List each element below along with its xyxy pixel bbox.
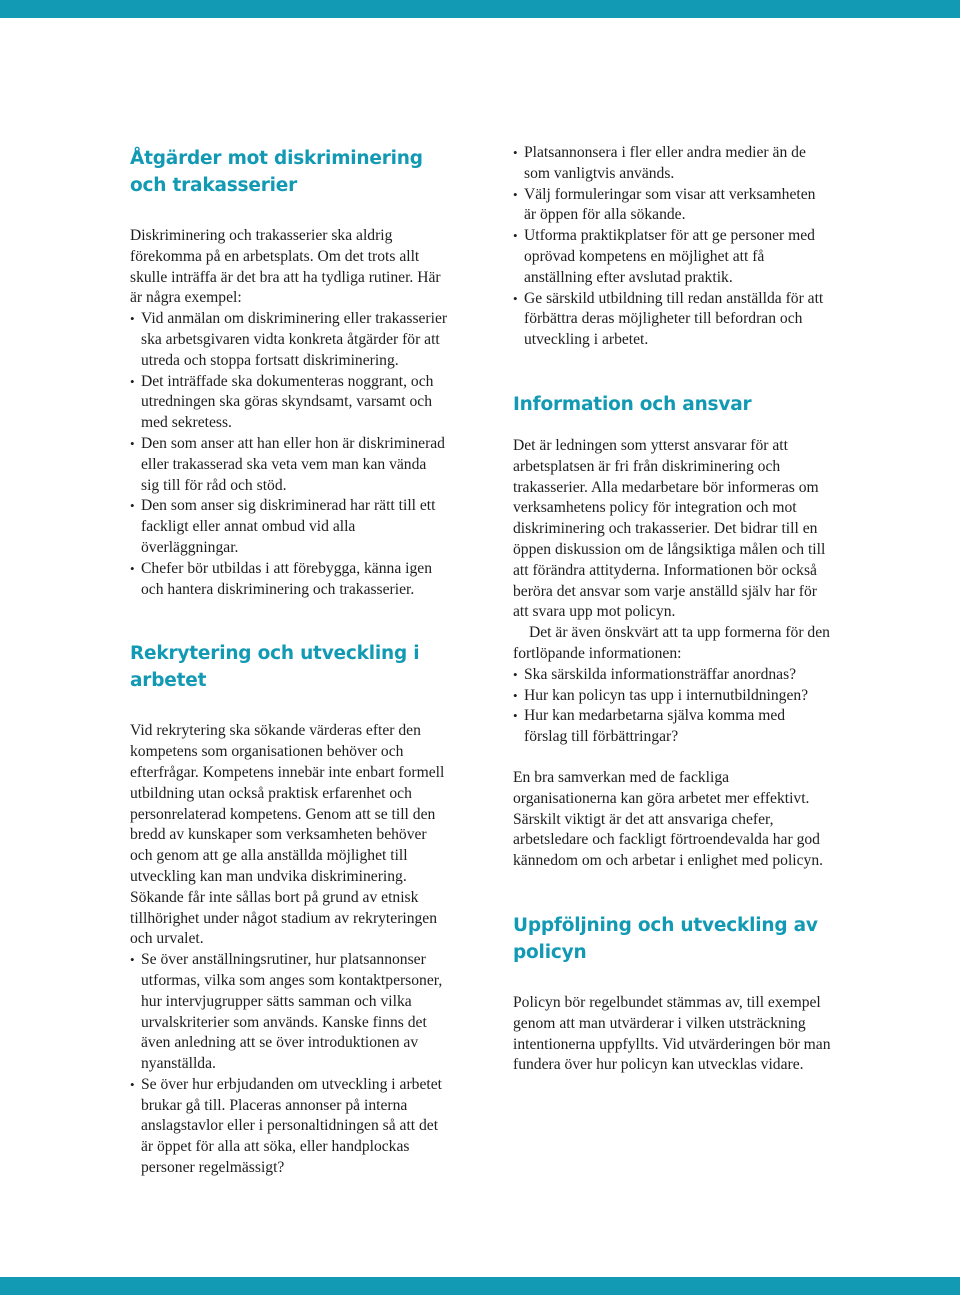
paragraph-rekrytering: Vid rekrytering ska sökande värderas efter den kompetens som organisationen behöver och efterfrågar. Kompetens innebär inte enbart formell utbildning utan också praktisk erfarenhet och personrelaterad kompetens. Genom att se till den bredd av kunskaper som verksamheten behöver och genom att ge alla anställda möjlighet till utveckling kan man undvika diskriminering. Sökande får inte sållas bort på grund av etnisk tillhörighet under något stadium av rekryteringen och urvalet. [130, 722, 445, 948]
list-item: • Se över hur erbjudanden om utveckling i arbetet brukar gå till. Placeras annonser på interna anslagstavlor eller i personaltidningen så att det är öppet för alla att söka, eller handplockas personer regelmässigt? [130, 1075, 448, 1179]
list-item: • Vid anmälan om diskriminering eller trakasserier ska arbetsgivaren vidta konkreta åtgärder för att utreda och stoppa fortsatt diskriminering. [130, 309, 448, 371]
paragraph-samverkan: En bra samverkan med de fackliga organisationerna kan göra arbetet mer effektivt. Särskilt viktigt är det att ansvariga chefer, arbetsledare och fackligt förtroendevalda har god kännedom om och arbetar i enlighet med policyn. [513, 768, 824, 870]
list-item: • Platsannonsera i fler eller andra medier än de som vanligtvis används. [513, 143, 831, 185]
list-rekrytering-continued [513, 143, 831, 351]
list-item: • Se över anställningsrutiner, hur platsannonser utformas, vilka som anges som kontaktpersoner, hur intervjugrupper sätts samman och vilka urvalskriterier som används. Kanske finns det även anledning att se över introduktionen av nyanställda. [130, 950, 448, 1075]
list-item: • Hur kan policyn tas upp i internutbildningen? [513, 686, 831, 707]
heading-rekrytering: Rekrytering och utveckling i arbetet [130, 643, 420, 692]
list-rekrytering [130, 950, 448, 1179]
heading-atgarder: Åtgärder mot diskriminering och trakasserier [130, 148, 423, 196]
left-column [130, 145, 448, 1179]
list-item: • Hur kan medarbetarna själva komma med förslag till förbättringar? [513, 706, 831, 748]
list-atgarder [130, 309, 448, 600]
top-accent-bar [0, 0, 960, 18]
list-item: • Utforma praktikplatser för att ge personer med oprövad kompetens en möjlighet att få anställning efter avslutad praktik. [513, 226, 831, 288]
heading-information: Information och ansvar [513, 393, 752, 415]
list-item: • Ska särskilda informationsträffar anordnas? [513, 665, 831, 686]
bottom-accent-bar [0, 1277, 960, 1295]
list-item: • Den som anser sig diskriminerad har rätt till ett fackligt eller annat ombud vid alla överläggningar. [130, 496, 448, 558]
list-item: • Välj formuleringar som visar att verksamheten är öppen för alla sökande. [513, 185, 831, 227]
list-item: • Den som anser att han eller hon är diskriminerad eller trakasserad ska veta vem man kan vända sig till för råd och stöd. [130, 434, 448, 496]
list-information [513, 665, 831, 748]
paragraph-uppfoljning: Policyn bör regelbundet stämmas av, till exempel genom att man utvärderar i vilken utsträckning intentionerna uppfyllts. Vid utvärderingen bör man fundera över hur policyn kan utvecklas vidare. [513, 993, 831, 1074]
list-item: • Det inträffade ska dokumenteras noggrant, och utredningen ska göras skyndsamt, varsamt och med sekretess. [130, 372, 448, 434]
list-item: • Chefer bör utbildas i att förebygga, känna igen och hantera diskriminering och trakasserier. [130, 559, 448, 601]
list-item: • Ge särskild utbildning till redan anställda för att förbättra deras möjligheter till befordran och utveckling i arbetet. [513, 289, 831, 351]
right-column [513, 143, 831, 1076]
paragraph-atgarder-intro: Diskriminering och trakasserier ska aldrig förekomma på en arbetsplats. Om det trots allt skulle inträffa är det bra att ha tydliga rutiner. Här är några exempel: [130, 227, 441, 307]
paragraph-information: Det är ledningen som ytterst ansvarar för att arbetsplatsen är fri från diskriminering och trakasserier. Alla medarbetare bör informeras om verksamhetens policy för integration och mot diskriminering och trakasserier. Det bidrar till en öppen diskussion om de långsiktiga målen och till att förändra attityderna. Informationen bör också beröra det ansvar som varje anställd själv har för att svara upp mot policyn. [513, 436, 826, 621]
paragraph-information-forms: Det är även önskvärt att ta upp formerna för den fortlöpande informationen: [513, 624, 830, 662]
heading-uppfoljning: Uppföljning och utveckling av policyn [513, 914, 818, 963]
